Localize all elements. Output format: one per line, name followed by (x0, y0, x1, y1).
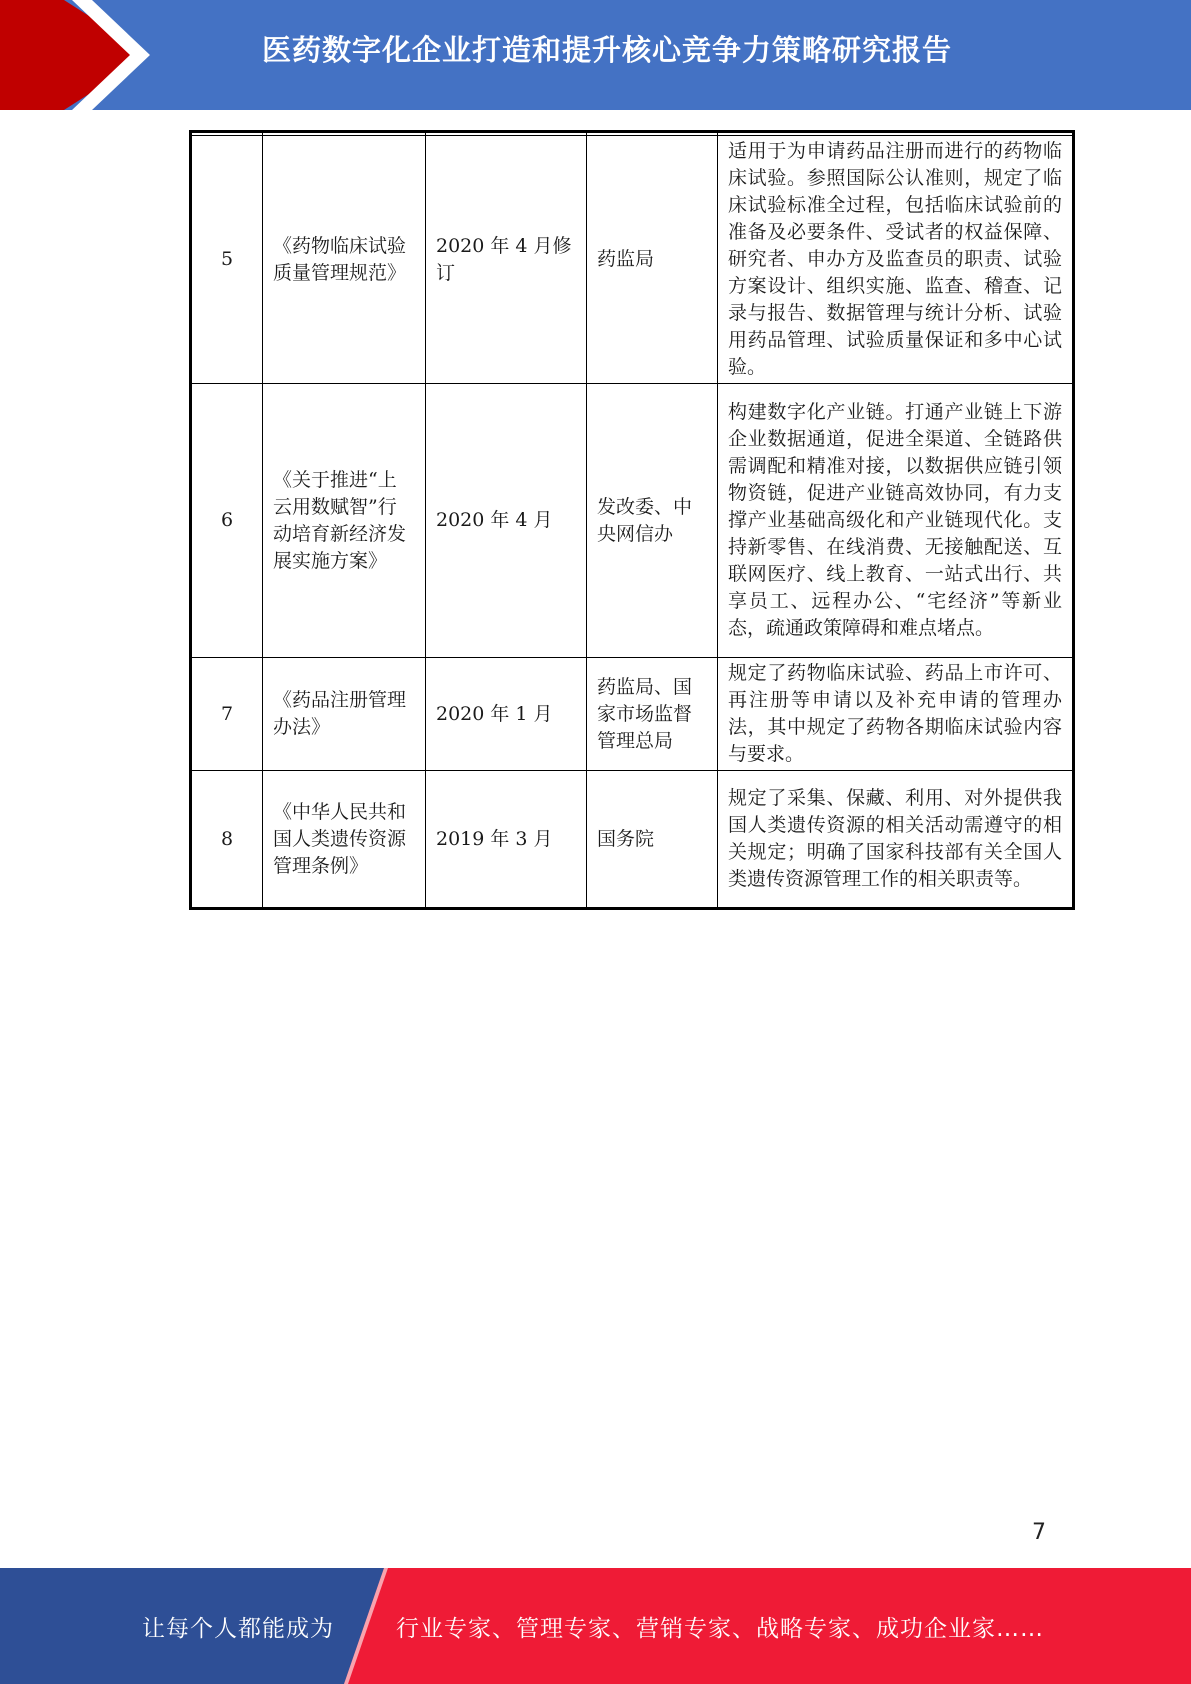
footer-banner (0, 1568, 1191, 1684)
policy-description: 适用于为申请药品注册而进行的药物临床试验。参照国际公认准则，规定了临床试验标准全过程，包括临床试验前的准备及必要条件、受试者的权益保障、研究者、申办方及监查员的职责、试验方案设计、组织实施、监查、稽查、记录与报告、数据管理与统计分析、试验用药品管理、试验质量保证和多中心试验。 (718, 136, 1074, 384)
table-row (191, 658, 1074, 771)
table-row (191, 384, 1074, 658)
policy-table (189, 130, 1075, 910)
policy-date: 2020 年 4 月 (426, 384, 587, 658)
page-number: 7 (1032, 1520, 1046, 1545)
row-number: 7 (191, 658, 263, 771)
policy-date: 2020 年 1 月 (426, 658, 587, 771)
row-number: 8 (191, 771, 263, 909)
row-number: 5 (191, 136, 263, 384)
policy-department: 药监局、国家市场监督管理总局 (587, 658, 718, 771)
policy-date: 2019 年 3 月 (426, 771, 587, 909)
policy-description: 规定了采集、保藏、利用、对外提供我国人类遗传资源的相关活动需遵守的相关规定；明确了国家科技部有关全国人类遗传资源管理工作的相关职责等。 (718, 771, 1074, 909)
policy-name: 《药品注册管理办法》 (263, 658, 426, 771)
policy-name: 《中华人民共和国人类遗传资源管理条例》 (263, 771, 426, 909)
header-banner (0, 0, 1191, 110)
policy-department: 发改委、中央网信办 (587, 384, 718, 658)
policy-department: 药监局 (587, 136, 718, 384)
policy-name: 《药物临床试验质量管理规范》 (263, 136, 426, 384)
policy-department: 国务院 (587, 771, 718, 909)
policy-name: 《关于推进“上云用数赋智”行动培育新经济发展实施方案》 (263, 384, 426, 658)
table-row (191, 136, 1074, 384)
policy-date: 2020 年 4 月修订 (426, 136, 587, 384)
row-number: 6 (191, 384, 263, 658)
footer-slogan-right: 行业专家、管理专家、营销专家、战略专家、成功企业家…… (396, 1616, 1044, 1642)
table-row (191, 771, 1074, 909)
report-title: 医药数字化企业打造和提升核心竞争力策略研究报告 (262, 33, 953, 67)
policy-description: 规定了药物临床试验、药品上市许可、再注册等申请以及补充申请的管理办法，其中规定了药物各期临床试验内容与要求。 (718, 658, 1074, 771)
footer-slogan-left: 让每个人都能成为 (142, 1616, 334, 1642)
policy-description: 构建数字化产业链。打通产业链上下游企业数据通道，促进全渠道、全链路供需调配和精准对接，以数据供应链引领物资链，促进产业链高效协同，有力支撑产业基础高级化和产业链现代化。支持新零售、在线消费、无接触配送、互联网医疗、线上教育、一站式出行、共享员工、远程办公、“宅经济”等新业态，疏通政策障碍和难点堵点。 (718, 384, 1074, 658)
